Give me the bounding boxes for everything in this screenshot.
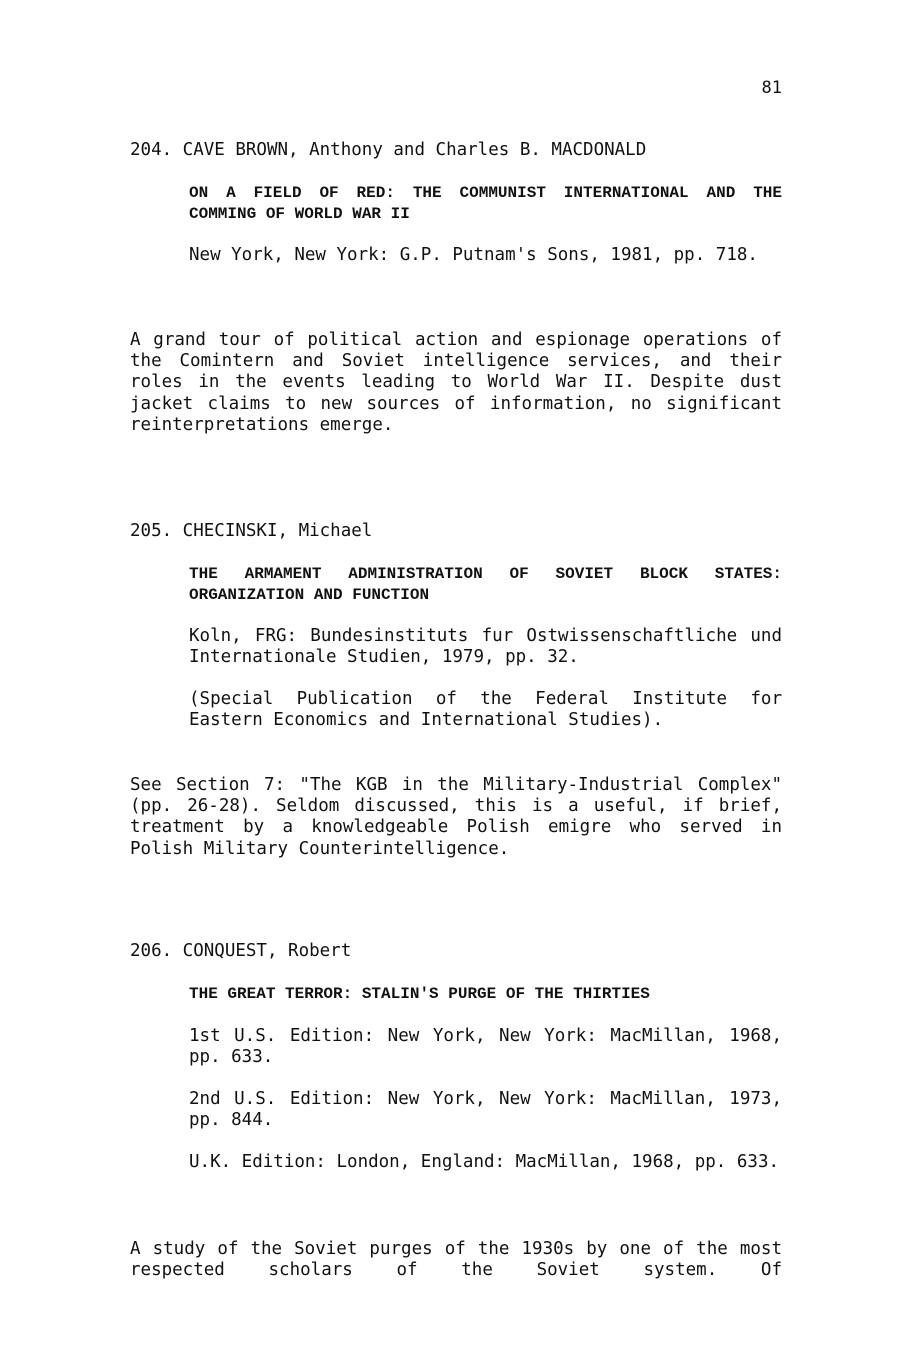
entry-annotation-204: A grand tour of political action and espionage operations of the Comintern and Soviet intelligence services, and their roles in the events leading to World War II. Despite dust jacket claims to new sources of information, no significant reinterpretations emerge. (130, 330, 782, 435)
bibliography-entry-204 (130, 140, 782, 266)
publication-info-us-2nd: 2nd U.S. Edition: New York, New York: MacMillan, 1973, pp. 844. (189, 1088, 782, 1130)
bibliography-entry-206 (130, 941, 782, 1173)
publication-info: New York, New York: G.P. Putnam's Sons, 1981, pp. 718. (189, 245, 758, 265)
entry-title: ON A FIELD OF RED: THE COMMUNIST INTERNATIONAL AND THE COMMING OF WORLD WAR II (189, 184, 782, 223)
entry-annotation-205: See Section 7: "The KGB in the Military-Industrial Complex" (pp. 26-28). Seldom discussed, this is a useful, if brief, treatment by a knowledgeable Polish emigre who served in Polish Military Counterintelligence. (130, 775, 782, 859)
publication-info-us-1st: 1st U.S. Edition: New York, New York: MacMillan, 1968, pp. 633. (189, 1025, 782, 1067)
entry-heading: 205. CHECINSKI, Michael (130, 521, 373, 541)
entry-title: THE GREAT TERROR: STALIN'S PURGE OF THE THIRTIES (189, 985, 650, 1003)
bibliography-entry-205 (130, 521, 782, 731)
entry-heading: 206. CONQUEST, Robert (130, 941, 352, 961)
publication-info: Koln, FRG: Bundesinstituts fur Ostwissenschaftliche und Internationale Studien, 1979, pp. 32. (189, 626, 782, 667)
entry-annotation-206: A study of the Soviet purges of the 1930s by one of the most respected scholars of the Soviet system. Of (130, 1239, 782, 1281)
publication-info-uk: U.K. Edition: London, England: MacMillan, 1968, pp. 633. (189, 1151, 780, 1172)
publication-note: (Special Publication of the Federal Institute for Eastern Economics and International Studies). (189, 689, 782, 730)
entry-title: THE ARMAMENT ADMINISTRATION OF SOVIET BLOCK STATES: ORGANIZATION AND FUNCTION (189, 565, 782, 604)
page-number: 81 (761, 78, 782, 98)
entry-heading: 204. CAVE BROWN, Anthony and Charles B. MACDONALD (130, 140, 647, 160)
